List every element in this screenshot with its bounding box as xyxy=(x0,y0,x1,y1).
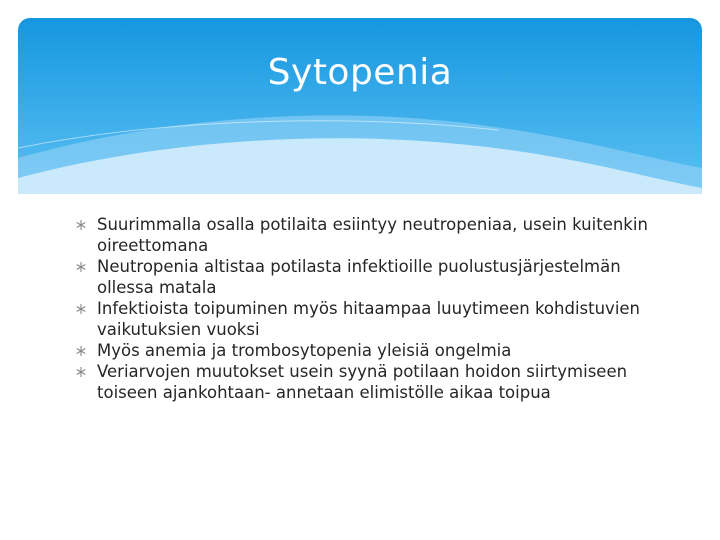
bullet-item xyxy=(76,214,656,256)
title-banner xyxy=(18,18,702,200)
asterisk-bullet-icon xyxy=(76,304,86,314)
bullet-item xyxy=(76,256,656,298)
bullet-item xyxy=(76,340,656,361)
bullet-text: Veriarvojen muutokset usein syynä potilaan hoidon siirtymiseen toiseen ajankohtaan- annetaan elimistölle aikaa toipua xyxy=(97,362,628,402)
bullet-item xyxy=(76,298,656,340)
asterisk-bullet-icon xyxy=(76,262,86,272)
bullet-text: Neutropenia altistaa potilasta infektioille puolustusjärjestelmän ollessa matala xyxy=(97,257,621,297)
bullet-text: Suurimmalla osalla potilaita esiintyy neutropeniaa, usein kuitenkin oireettomana xyxy=(97,215,648,255)
bullet-item xyxy=(76,361,656,403)
banner-graphic xyxy=(18,18,702,200)
bullet-list xyxy=(76,214,656,403)
bullet-text: Myös anemia ja trombosytopenia yleisiä ongelmia xyxy=(97,341,512,360)
asterisk-bullet-icon xyxy=(76,220,86,230)
bullet-text: Infektioista toipuminen myös hitaampaa luuytimeen kohdistuvien vaikutuksien vuoksi xyxy=(97,299,641,339)
slide-title: Sytopenia xyxy=(267,52,453,93)
asterisk-bullet-icon xyxy=(76,346,86,356)
asterisk-bullet-icon xyxy=(76,367,86,377)
